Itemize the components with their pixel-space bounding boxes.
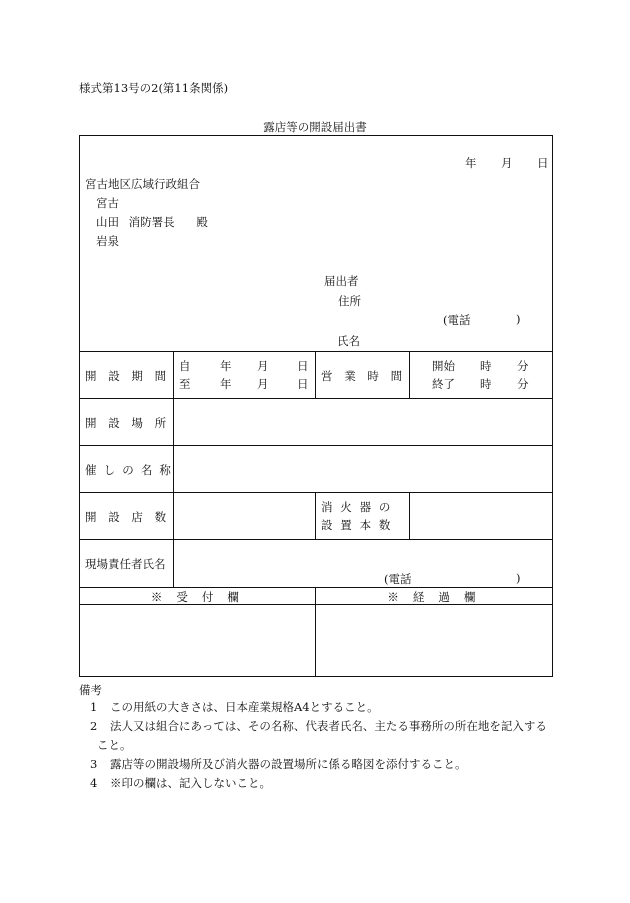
note-item (90, 775, 271, 791)
table-bottom-border (79, 676, 553, 677)
extinguisher-label-1: 消 火 器 の (321, 500, 393, 514)
addressee-station-2 (96, 214, 208, 230)
addressee-org: 宮古地区広域行政組合 (85, 177, 200, 191)
table-right-border (552, 135, 553, 677)
event-field[interactable] (175, 446, 551, 491)
hours-label: 営 業 時 間 (321, 369, 407, 383)
reception-label: ※ 受 付 欄 (150, 590, 245, 604)
date-day: 日 (537, 156, 549, 170)
note-text: 露店等の開設場所及び消火器の設置場所に係る略図を添付すること。 (109, 757, 467, 771)
event-label: 催 し の 名 称 (85, 463, 173, 477)
progress-label: ※ 経 過 欄 (387, 590, 481, 604)
row-divider (79, 539, 553, 540)
applicant-phone-close: ) (516, 312, 521, 326)
addressee-station-1: 宮古 (96, 196, 119, 210)
table-top-border (79, 135, 553, 136)
hours-end: 終了 (432, 377, 455, 391)
period-from-day: 日 (297, 359, 309, 373)
applicant-phone-open: (電話 (443, 313, 471, 327)
hours-start-minute: 分 (517, 359, 529, 373)
row-divider (79, 351, 553, 352)
extinguisher-field[interactable] (411, 493, 551, 538)
note-continuation: こと。 (97, 738, 132, 752)
period-from-year: 年 (220, 359, 232, 373)
period-from-month: 月 (257, 359, 269, 373)
note-text: ※印の欄は、記入しないこと。 (109, 776, 271, 790)
extinguisher-label-2: 設 置 本 数 (321, 518, 393, 532)
note-item (90, 699, 379, 715)
hours-start: 開始 (432, 359, 455, 373)
date-year: 年 (465, 156, 477, 170)
period-to-year: 年 (220, 377, 232, 391)
hours-end-hour: 時 (480, 377, 492, 391)
note-number: 4 (90, 776, 98, 790)
manager-label: 現場責任者氏名 (85, 557, 166, 571)
hours-end-minute: 分 (517, 377, 529, 391)
period-to: 至 (179, 377, 191, 391)
period-label: 開 設 期 間 (85, 369, 171, 383)
document-title: 露店等の開設届出書 (263, 120, 367, 134)
stores-label: 開 設 店 数 (85, 510, 171, 524)
period-to-month: 月 (257, 377, 269, 391)
addressee-station-3: 岩泉 (96, 234, 119, 248)
chief-title: 消防署長 (128, 215, 175, 229)
note-number: 1 (90, 700, 98, 714)
column-divider (315, 351, 316, 398)
honorific: 殿 (196, 215, 208, 229)
stores-field[interactable] (175, 493, 314, 538)
progress-field (317, 606, 551, 675)
place-field[interactable] (175, 399, 551, 444)
date-month: 月 (501, 156, 513, 170)
applicant-address-label: 住所 (338, 294, 361, 308)
note-number: 2 (90, 719, 98, 733)
reception-field (81, 606, 314, 675)
station-2-name: 山田 (96, 215, 119, 229)
column-divider (315, 492, 316, 539)
note-text: 法人又は組合にあっては、その名称、代表者氏名、主たる事務所の所在地を記入する (109, 719, 547, 733)
form-id: 様式第13号の2(第11条関係) (79, 81, 229, 95)
manager-phone-close: ) (516, 571, 521, 585)
hours-start-hour: 時 (480, 359, 492, 373)
period-from: 自 (179, 359, 191, 373)
row-divider (79, 587, 553, 588)
place-label: 開 設 場 所 (85, 416, 171, 430)
applicant-label: 届出者 (324, 274, 359, 288)
column-divider (409, 492, 410, 539)
note-text: この用紙の大きさは、日本産業規格A4とすること。 (109, 700, 379, 714)
column-divider (409, 351, 410, 398)
applicant-name-label: 氏名 (337, 334, 360, 348)
period-to-day: 日 (297, 377, 309, 391)
manager-phone-open: (電話 (384, 572, 412, 586)
note-item (90, 718, 547, 734)
label-column-divider (173, 351, 174, 587)
notes-heading: 備考 (79, 683, 102, 697)
note-item (90, 756, 466, 772)
note-number: 3 (90, 757, 98, 771)
